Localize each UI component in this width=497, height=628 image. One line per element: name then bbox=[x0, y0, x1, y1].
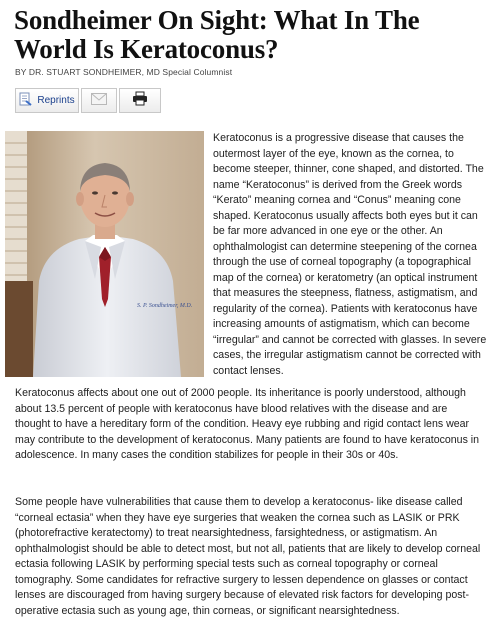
coat-embroidery: S. P. Sondheimer, M.D. bbox=[137, 303, 193, 309]
author-photo bbox=[5, 131, 204, 377]
reprints-label: Reprints bbox=[37, 95, 75, 106]
email-icon bbox=[91, 92, 107, 110]
article-title: Sondheimer On Sight: What In The World Is Keratoconus? bbox=[14, 5, 420, 64]
reprints-button[interactable] bbox=[15, 88, 79, 113]
reprints-icon bbox=[19, 92, 33, 110]
byline: BY DR. STUART SONDHEIMER, MD Special Columnist bbox=[15, 67, 233, 77]
email-button[interactable] bbox=[81, 88, 117, 113]
article-paragraph-1: Keratoconus is a progressive disease that causes the outermost layer of the eye, known as the cornea, to become steeper, thinner, cone shaped, and distorted. The name “Keratoconus” is derived from the Greek words “Kerato” meaning cornea and “Conus” meaning cone shaped. Keratoconus usually affects both eyes but it can be far more advanced in one eye or the other. An ophthalmologist can determine steepening of the cornea through the use of corneal topography (a topographical map of the cornea) or keratometry (an optical instrument that measures the steepness, flatness, astigmatism, and regularity of the cornea). Patients with keratoconus have increasing amounts of astigmatism, which can become “irregular” and cannot be corrected with glasses. In severe cases, the irregular astigmatism cannot be corrected with contact lenses. bbox=[213, 132, 487, 377]
article-paragraph-3: Some people have vulnerabilities that cause them to develop a keratoconus- like disease called “corneal ectasia” when they have eye surgeries that weaken the cornea such as LASIK or PRK (photorefractive keratectomy) to treat nearsightedness, farsightedness, or astigmatism. An ophthalmologist should be able to detect most, but not all, patients that are likely to develop corneal ectasia following LASIK by performing special tests such as corneal topography or corneal tomography. Some candidates for refractive surgery to lessen dependence on glasses or contact lenses are discouraged from having surgery because of elevated risk factors for developing post-operative ectasia such as young age, thin corneas, or significant nearsightedness. bbox=[15, 496, 481, 617]
article-paragraph-2: Keratoconus affects about one out of 2000 people. Its inheritance is poorly understood, although about 13.5 percent of people with keratoconus have blood relatives with the disease and are thought to have a hereditary form of the condition. Heavy eye rubbing and rigid contact lens wear may contribute to the development of keratoconus. Many patients are found to have keratoconus in adolescence. In many cases the condition stabilizes for people in their 30s or 40s. bbox=[15, 387, 480, 461]
print-icon bbox=[132, 91, 148, 111]
print-button[interactable] bbox=[119, 88, 161, 113]
article-toolbar bbox=[15, 88, 161, 115]
